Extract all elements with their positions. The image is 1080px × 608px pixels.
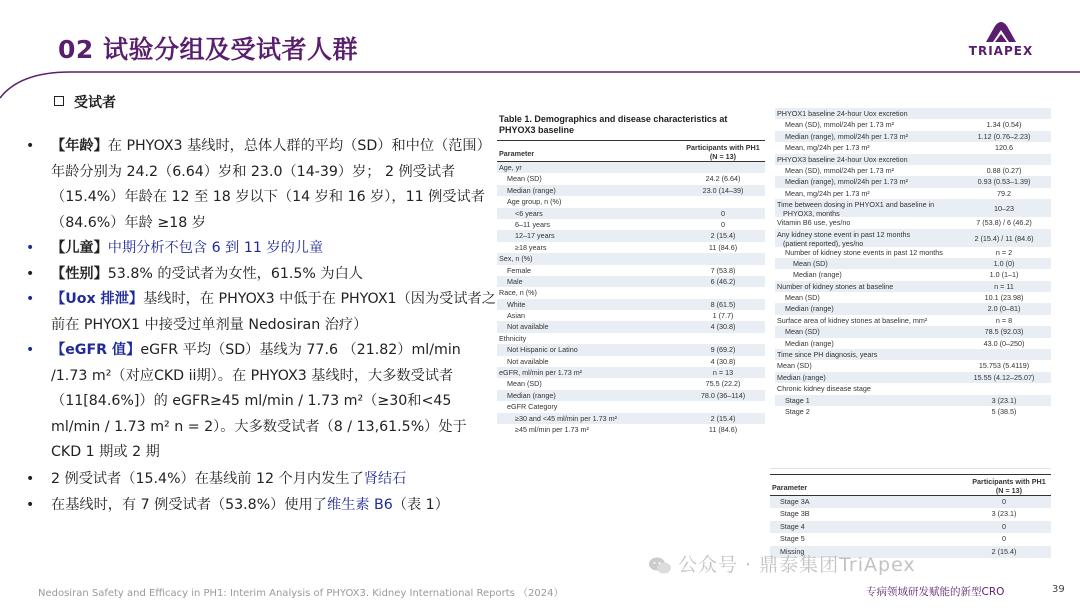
bullet-dot-icon: • <box>26 265 35 282</box>
table-row <box>497 208 765 219</box>
row-label: Ethnicity <box>499 333 527 343</box>
table-row <box>775 142 1051 153</box>
row-label: Number of kidney stones at baseline <box>777 281 894 291</box>
row-value: 3 (23.1) <box>991 509 1017 519</box>
row-value: n = 8 <box>995 315 1013 325</box>
table-header <box>770 474 1051 496</box>
row-value: 4 (30.8) <box>710 356 736 366</box>
row-label: eGFR Category <box>507 402 558 412</box>
bullet-text: 2 例受试者（15.4%）在基线前 12 个月内发生了 <box>51 470 364 487</box>
bullet-text: 在 PHYOX3 基线时，总体人群的平均（SD）和中位（范围）年龄分别为 24.2（6.64）岁和 23.0（14-39）岁； 2 例受试者（15.4%）年龄在 12 至 18 岁以下（14 岁和 16 岁），11 例受试者（84.6%）年龄 ≥18 岁 <box>51 138 491 231</box>
table-row <box>775 258 1051 269</box>
table-row <box>775 383 1051 394</box>
page-number: 39 <box>1052 584 1065 595</box>
table-row <box>497 333 765 344</box>
wechat-icon <box>648 556 672 576</box>
row-label: Mean (SD) <box>785 293 820 303</box>
list-item <box>26 287 496 338</box>
row-label: Median (range) <box>793 270 842 280</box>
bullet-highlight: 维生素 B6 <box>326 497 393 513</box>
row-label: Age group, n (%) <box>507 197 562 207</box>
row-label: Surface area of kidney stones at baseline, mm² <box>777 315 928 325</box>
bullet-text: 53.8% 的受试者为女性，61.5% 为白人 <box>107 265 363 282</box>
row-label: Mean, mg/24h per 1.73 m² <box>785 143 870 153</box>
list-item <box>26 338 496 466</box>
bullet-dot-icon: • <box>26 470 35 487</box>
table-row <box>775 188 1051 199</box>
row-value: 0 <box>1002 521 1006 531</box>
row-label: Mean (SD), mmol/24h per 1.73 m² <box>785 165 895 175</box>
row-label: Vitamin B6 use, yes/no <box>777 218 851 228</box>
list-item <box>26 262 496 288</box>
disease-characteristics-table <box>775 108 1051 417</box>
table-row <box>497 413 765 424</box>
row-label: Median (range) <box>785 338 834 348</box>
row-label: Stage 4 <box>780 521 805 531</box>
table-row <box>775 154 1051 165</box>
bullet-dot-icon: • <box>26 291 35 307</box>
table-row <box>497 185 765 196</box>
row-label: Not available <box>507 322 549 332</box>
bullet-dot-icon: • <box>26 240 35 256</box>
row-label: Time since PH diagnosis, years <box>777 350 878 360</box>
row-value: 11 (84.6) <box>708 424 738 434</box>
table-row <box>775 281 1051 292</box>
row-value: 9 (69.2) <box>710 345 736 355</box>
row-value: 15.753 (5.4119) <box>978 361 1030 371</box>
table-row <box>497 242 765 253</box>
row-label: Median (range) <box>785 304 834 314</box>
table-row <box>497 321 765 332</box>
bullet-label: 【性别】 <box>51 265 108 282</box>
row-value: n = 11 <box>994 281 1014 291</box>
table-row <box>497 253 765 264</box>
row-value: 43.0 (0–250) <box>983 338 1025 348</box>
bullet-text: 在基线时，有 7 例受试者（53.8%）使用了 <box>51 497 327 513</box>
row-label: Female <box>507 265 531 275</box>
row-value: 10.1 (23.98) <box>984 293 1024 303</box>
row-label: Not available <box>507 356 549 366</box>
row-label: Stage 3A <box>780 497 810 506</box>
table-row <box>775 269 1051 280</box>
row-value: 1 (7.7) <box>712 311 734 321</box>
row-label: PHYOX3 baseline 24-hour Uox excretion <box>777 154 908 164</box>
bullet-dot-icon: • <box>26 497 35 513</box>
row-label: Not Hispanic or Latino <box>507 345 578 355</box>
table-row <box>770 496 1051 508</box>
bullet-label: 【年龄】 <box>51 138 108 154</box>
table-row <box>775 165 1051 176</box>
table-row <box>775 406 1051 417</box>
table-row <box>775 176 1051 187</box>
table-row <box>497 265 765 276</box>
table-header <box>497 140 765 162</box>
table-row <box>497 344 765 355</box>
column-header-participants: Participants with PH1 (N = 13) <box>972 477 1046 495</box>
row-label: Race, n (%) <box>499 288 537 298</box>
row-label: White <box>507 299 526 309</box>
table-title: Table 1. Demographics and disease characteristics at PHYOX3 baseline <box>499 114 728 135</box>
footer-tagline: 专病领域研发赋能的新型CRO <box>866 586 1005 598</box>
row-label: Stage 2 <box>785 406 810 416</box>
list-item <box>26 236 496 262</box>
table-row <box>497 196 765 207</box>
row-value: 7 (53.8) / 6 (46.2) <box>976 218 1032 228</box>
table-row <box>497 356 765 367</box>
row-label: Median (range) <box>507 390 556 400</box>
row-label: Stage 3B <box>780 509 810 519</box>
row-value: 0.93 (0.53–1.39) <box>977 177 1031 187</box>
bullet-dot-icon: • <box>26 138 35 154</box>
table-row <box>775 372 1051 383</box>
bullet-text: eGFR 平均（SD）基线为 77.6 （21.82）ml/min /1.73 m²（对应CKD ii期）。在 PHYOX3 基线时，大多数受试者（11[84.6%]）的 eGFR≥45 ml/min / 1.73 m²（≥30和<45 ml/min / 1.73 m² n = 2）。大多数受试者（8 / 13,61.5%）处于CKD 1 期或 2 期 <box>51 342 467 460</box>
row-label: Stage 1 <box>785 395 810 405</box>
row-value: 78.0 (36–114) <box>700 390 746 400</box>
row-label: eGFR, ml/min per 1.73 m² <box>499 368 583 378</box>
logo-text: TRIAPEX <box>968 44 1034 58</box>
table-row <box>775 326 1051 337</box>
row-value: 10–23 <box>994 204 1014 214</box>
table-row <box>775 217 1051 228</box>
bullet-label: 【Uox 排泄】 <box>51 291 144 307</box>
square-bullet-icon <box>54 96 64 106</box>
table-row <box>775 247 1051 258</box>
row-label: Mean (SD) <box>793 258 828 268</box>
bullet-list <box>26 134 496 519</box>
table-body <box>770 496 1051 558</box>
bullet-text-after: （表 1） <box>392 497 449 513</box>
row-label: Male <box>507 276 523 286</box>
demographics-table <box>497 114 765 435</box>
bullet-highlight: 中期分析不包含 6 到 11 岁的儿童 <box>107 240 324 256</box>
row-value: 2 (15.4) <box>710 413 736 423</box>
table-row <box>775 338 1051 349</box>
ckd-stage-table <box>770 474 1051 558</box>
row-label: Mean, mg/24h per 1.73 m² <box>785 188 870 198</box>
row-value: 0 <box>721 208 725 218</box>
table-row <box>775 360 1051 371</box>
row-label: 12–17 years <box>515 231 555 241</box>
divider <box>770 468 1051 469</box>
page-title: 02 试验分组及受试者人群 <box>58 35 358 64</box>
table-row <box>497 173 765 184</box>
table-row <box>775 292 1051 303</box>
table-row <box>775 315 1051 326</box>
list-item <box>26 493 496 519</box>
row-value: 0 <box>721 219 725 229</box>
bullet-label: 【eGFR 值】 <box>51 342 141 358</box>
row-label: ≥30 and <45 ml/min per 1.73 m² <box>515 413 618 423</box>
row-value: 120.6 <box>995 143 1013 153</box>
table-row <box>497 401 765 412</box>
row-value: 2 (15.4) <box>710 231 736 241</box>
row-value: 11 (84.6) <box>708 242 738 252</box>
bullet-highlight: 肾结石 <box>363 470 407 487</box>
section-heading: 受试者 <box>54 92 116 112</box>
row-label: Chronic kidney disease stage <box>777 384 871 394</box>
table-row <box>497 378 765 389</box>
list-item <box>26 467 496 493</box>
table-row <box>775 119 1051 130</box>
row-value: 4 (30.8) <box>710 322 736 332</box>
row-label: Any kidney stone event in past 12 months (patient reported), yes/no <box>777 229 911 248</box>
row-label: Asian <box>507 311 525 321</box>
column-header-parameter: Parameter <box>499 149 535 158</box>
row-label: Median (range) <box>777 372 826 382</box>
table-body <box>497 162 765 435</box>
row-label: ≥45 ml/min per 1.73 m² <box>515 424 589 434</box>
row-label: Median (range), mmol/24h per 1.73 m² <box>785 177 909 187</box>
row-label: Missing <box>780 546 805 556</box>
table-row <box>497 230 765 241</box>
bullet-dot-icon: • <box>26 342 35 358</box>
table-row <box>770 533 1051 545</box>
table-row <box>497 310 765 321</box>
row-value: 75.5 (22.2) <box>705 379 741 389</box>
column-header-parameter: Parameter <box>772 483 808 492</box>
row-value: 1.0 (1–1) <box>989 270 1019 280</box>
table-row <box>497 390 765 401</box>
row-value: 6 (46.2) <box>710 276 736 286</box>
bullet-label: 【儿童】 <box>51 240 108 256</box>
row-label: Sex, n (%) <box>499 254 533 264</box>
row-value: 2 (15.4) / 11 (84.6) <box>974 233 1034 243</box>
table-row <box>775 395 1051 406</box>
table-row <box>775 229 1051 247</box>
table-row <box>497 287 765 298</box>
row-label: Mean (SD) <box>785 327 820 337</box>
row-value: 7 (53.8) <box>710 265 736 275</box>
row-value: 1.0 (0) <box>993 258 1015 268</box>
row-label: Mean (SD), mmol/24h per 1.73 m² <box>785 120 895 130</box>
row-value: 23.0 (14–39) <box>702 185 744 195</box>
table-row <box>775 131 1051 142</box>
row-value: 24.2 (6.64) <box>705 174 741 184</box>
watermark: 公众号 · 鼎泰集团TriApex <box>648 550 916 577</box>
table-row <box>497 276 765 287</box>
row-value: 79.2 <box>997 188 1011 198</box>
row-label: PHYOX1 baseline 24-hour Uox excretion <box>777 109 908 118</box>
row-value: 0 <box>1002 497 1006 506</box>
table-row <box>497 424 765 435</box>
row-label: Median (range) <box>507 185 556 195</box>
table-row <box>775 303 1051 314</box>
row-label: Mean (SD) <box>507 379 542 389</box>
row-label: <6 years <box>515 208 543 218</box>
row-label: Mean (SD) <box>507 174 542 184</box>
row-label: Time between dosing in PHYOX1 and baseline in PHYOX3, months <box>777 200 935 219</box>
table-row <box>775 199 1051 217</box>
row-label: Median (range), mmol/24h per 1.73 m² <box>785 131 909 141</box>
table-row <box>497 367 765 378</box>
table-row <box>497 219 765 230</box>
row-value: 0.88 (0.27) <box>986 165 1022 175</box>
row-value: n = 13 <box>712 368 734 378</box>
row-value: 2 (15.4) <box>991 546 1017 556</box>
row-value: n = 2 <box>995 247 1013 257</box>
row-value: 1.34 (0.54) <box>986 120 1022 130</box>
list-item <box>26 134 496 236</box>
table-row <box>770 521 1051 533</box>
row-value: 3 (23.1) <box>991 395 1017 405</box>
source-citation: Nedosiran Safety and Efficacy in PH1: Interim Analysis of PHYOX3. Kidney International Reports （2024） <box>38 588 564 599</box>
row-label: ≥18 years <box>515 242 547 252</box>
row-value: 15.55 (4.12–25.07) <box>973 372 1035 382</box>
row-label: 6–11 years <box>515 219 551 229</box>
row-value: 5 (38.5) <box>991 406 1017 416</box>
table-row <box>497 299 765 310</box>
row-label: Stage 5 <box>780 534 805 544</box>
row-value: 0 <box>1002 534 1006 544</box>
table-body <box>775 108 1051 417</box>
table-row <box>775 349 1051 360</box>
bullet-text: 基线时，在 PHYOX3 中低于在 PHYOX1（因为受试者之前在 PHYOX1 中接受过单剂量 Nedosiran 治疗） <box>51 291 496 333</box>
table-row <box>775 108 1051 119</box>
row-value: 8 (61.5) <box>710 299 736 309</box>
column-header-participants: Participants with PH1 (N = 13) <box>686 143 760 161</box>
row-label: Age, yr <box>499 163 522 172</box>
row-label: Number of kidney stone events in past 12 months <box>785 247 943 257</box>
row-label: Mean (SD) <box>777 361 812 371</box>
row-value: 1.12 (0.76–2.23) <box>977 131 1031 141</box>
row-value: 2.0 (0–81) <box>987 304 1021 314</box>
table-row <box>497 162 765 173</box>
table-row <box>770 508 1051 520</box>
row-value: 78.5 (92.03) <box>984 327 1024 337</box>
